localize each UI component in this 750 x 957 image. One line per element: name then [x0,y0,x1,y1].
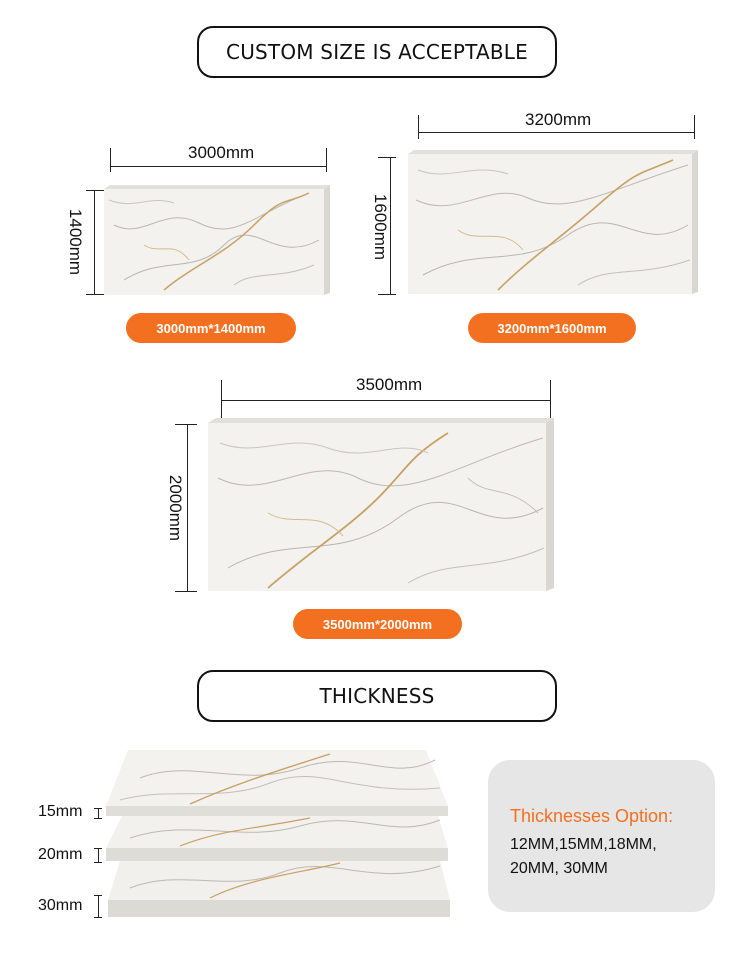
thickness-options-line-1: 12MM,15MM,18MM, [510,836,657,853]
custom-size-heading-text: CUSTOM SIZE IS ACCEPTABLE [226,40,528,64]
dim-tick [694,115,695,139]
thickness-bracket [94,862,102,863]
size-badge: 3000mm*1400mm [126,313,296,343]
marble-texture [208,418,554,593]
dim-tick [110,148,111,172]
thickness-bracket [94,848,102,849]
thickness-bracket [98,895,99,917]
height-label: 1600mm [371,193,390,261]
dim-tick [86,190,104,191]
thickness-label-20mm: 20mm [38,846,83,863]
marble-texture [104,185,330,297]
thickness-bracket [94,917,102,918]
quartz-slab-image [408,150,698,296]
width-label: 3200mm [525,110,592,129]
width-dimension-line [110,166,326,167]
quartz-slab-image [208,418,554,593]
size-badge: 3500mm*2000mm [293,609,462,639]
thickness-options-title: Thicknesses Option: [510,806,674,826]
height-dimension-line [94,190,95,294]
stacked-slabs [100,748,460,920]
quartz-slab-image [104,185,330,297]
dim-tick [418,115,419,139]
dim-tick [175,591,197,592]
thickness-heading [197,670,557,722]
thickness-bracket [94,895,102,896]
thickness-bracket [98,848,99,862]
height-dimension-line [390,157,391,294]
width-label: 3000mm [188,143,255,162]
width-label: 3500mm [356,375,423,394]
thickness-heading-text: THICKNESS [319,684,435,708]
dim-tick [550,380,551,418]
thickness-bracket [98,808,99,818]
height-dimension-line [187,424,188,591]
dim-tick [378,157,396,158]
thickness-label-30mm: 30mm [38,897,83,914]
thickness-options-box [488,760,715,912]
height-label: 2000mm [166,474,185,542]
thickness-bracket [94,808,102,809]
size-badge: 3200mm*1600mm [468,313,636,343]
dim-tick [221,380,222,418]
dim-tick [86,294,104,295]
thickness-bracket [94,818,102,819]
dim-tick [326,148,327,172]
height-label: 1400mm [66,208,85,276]
width-dimension-line [221,400,550,401]
dim-tick [378,294,396,295]
thickness-options-line-2: 20MM, 30MM [510,860,608,877]
custom-size-heading [197,26,557,78]
marble-texture [408,150,698,296]
width-dimension-line [418,132,694,133]
thickness-options-list [510,833,715,881]
thickness-label-15mm: 15mm [38,803,83,820]
dim-tick [175,424,197,425]
